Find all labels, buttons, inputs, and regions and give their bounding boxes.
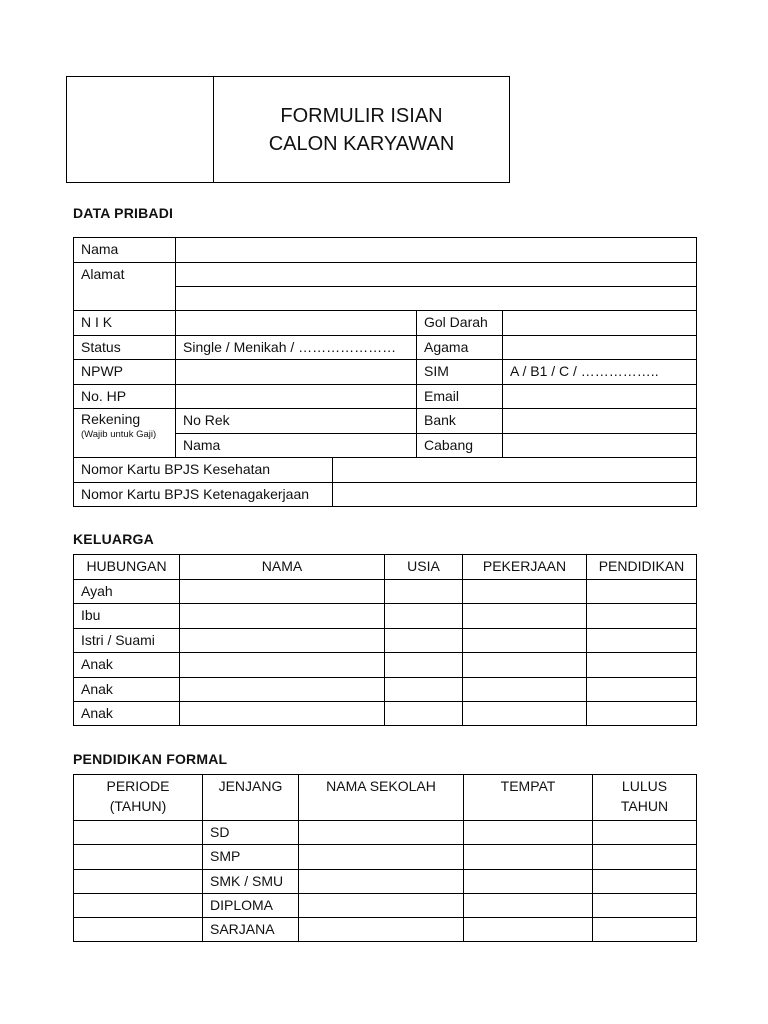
nama-cell[interactable] xyxy=(180,678,385,702)
tempat-cell[interactable] xyxy=(464,821,593,845)
bpjs-kesehatan-field[interactable] xyxy=(333,458,697,483)
periode-line1: PERIODE xyxy=(106,778,170,794)
table-row xyxy=(74,678,697,702)
tempat-cell[interactable] xyxy=(464,870,593,894)
nama-cell[interactable] xyxy=(180,702,385,726)
hubungan-cell: Anak xyxy=(74,678,180,702)
periode-cell[interactable] xyxy=(74,870,203,894)
status-field[interactable]: Single / Menikah / ………………… xyxy=(176,336,417,360)
pendidikan-cell[interactable] xyxy=(587,580,697,604)
label-npwp: NPWP xyxy=(74,360,176,385)
section-title-data-pribadi: DATA PRIBADI xyxy=(73,205,174,221)
col-header-tempat: TEMPAT xyxy=(464,775,593,821)
col-header-pekerjaan: PEKERJAAN xyxy=(463,555,587,580)
col-header-usia: USIA xyxy=(385,555,463,580)
table-row xyxy=(74,821,697,845)
label-status: Status xyxy=(74,336,176,360)
keluarga-table xyxy=(73,554,697,726)
label-nama: Nama xyxy=(74,238,176,263)
cabang-field[interactable] xyxy=(503,434,697,458)
table-row xyxy=(74,629,697,653)
nik-field[interactable] xyxy=(176,311,417,336)
table-row xyxy=(74,483,697,507)
label-cabang: Cabang xyxy=(417,434,503,458)
col-header-nama-sekolah: NAMA SEKOLAH xyxy=(299,775,464,821)
pendidikan-cell[interactable] xyxy=(587,629,697,653)
pendidikan-cell[interactable] xyxy=(587,678,697,702)
table-row xyxy=(74,580,697,604)
label-bpjs-ketenagakerjaan: Nomor Kartu BPJS Ketenagakerjaan xyxy=(74,483,333,507)
label-gol-darah: Gol Darah xyxy=(417,311,503,336)
table-row xyxy=(74,870,697,894)
nama-sekolah-cell[interactable] xyxy=(299,821,464,845)
jenjang-cell: SMP xyxy=(203,845,299,870)
nama-cell[interactable] xyxy=(180,580,385,604)
table-row xyxy=(74,604,697,629)
tempat-cell[interactable] xyxy=(464,894,593,918)
label-email: Email xyxy=(417,385,503,409)
periode-cell[interactable] xyxy=(74,894,203,918)
pekerjaan-cell[interactable] xyxy=(463,580,587,604)
logo-placeholder xyxy=(67,77,214,182)
table-row xyxy=(74,702,697,726)
rekening-label: Rekening xyxy=(81,411,141,427)
pekerjaan-cell[interactable] xyxy=(463,604,587,629)
table-row xyxy=(74,653,697,678)
table-header-row xyxy=(74,555,697,580)
table-row xyxy=(74,263,697,287)
label-bank: Bank xyxy=(417,409,503,434)
col-header-hubungan: HUBUNGAN xyxy=(74,555,180,580)
form-title-line2: CALON KARYAWAN xyxy=(268,132,455,155)
table-row xyxy=(74,311,697,336)
nama-cell[interactable] xyxy=(180,653,385,678)
jenjang-cell: SARJANA xyxy=(203,918,299,942)
hubungan-cell: Ibu xyxy=(74,604,180,629)
hubungan-cell: Anak xyxy=(74,653,180,678)
no-rek-field[interactable]: No Rek xyxy=(176,409,417,434)
table-header-row xyxy=(74,775,697,821)
periode-cell[interactable] xyxy=(74,845,203,870)
pendidikan-cell[interactable] xyxy=(587,653,697,678)
alamat-field-1[interactable] xyxy=(176,263,697,287)
email-field[interactable] xyxy=(503,385,697,409)
tempat-cell[interactable] xyxy=(464,845,593,870)
alamat-field-2[interactable] xyxy=(176,287,697,311)
lulus-tahun-cell[interactable] xyxy=(593,821,697,845)
table-row xyxy=(74,360,697,385)
hubungan-cell: Ayah xyxy=(74,580,180,604)
hubungan-cell: Istri / Suami xyxy=(74,629,180,653)
jenjang-cell: DIPLOMA xyxy=(203,894,299,918)
pendidikan-cell[interactable] xyxy=(587,702,697,726)
usia-cell[interactable] xyxy=(385,653,463,678)
nama-sekolah-cell[interactable] xyxy=(299,870,464,894)
periode-line2: (TAHUN) xyxy=(109,798,167,814)
col-header-pendidikan: PENDIDIKAN xyxy=(587,555,697,580)
pekerjaan-cell[interactable] xyxy=(463,702,587,726)
label-bpjs-kesehatan: Nomor Kartu BPJS Kesehatan xyxy=(74,458,333,483)
label-agama: Agama xyxy=(417,336,503,360)
table-row xyxy=(74,458,697,483)
usia-cell[interactable] xyxy=(385,580,463,604)
bpjs-ketenagakerjaan-field[interactable] xyxy=(333,483,697,507)
nama-sekolah-cell[interactable] xyxy=(299,918,464,942)
lulus-line1: LULUS xyxy=(621,778,668,794)
label-rekening xyxy=(74,409,176,458)
no-hp-field[interactable] xyxy=(176,385,417,409)
table-row xyxy=(74,409,697,434)
pendidikan-cell[interactable] xyxy=(587,604,697,629)
hubungan-cell: Anak xyxy=(74,702,180,726)
nama-cell[interactable] xyxy=(180,629,385,653)
nama-cell[interactable] xyxy=(180,604,385,629)
jenjang-cell: SMK / SMU xyxy=(203,870,299,894)
sim-field[interactable]: A / B1 / C / …………….. xyxy=(503,360,697,385)
rekening-note: (Wajib untuk Gaji) xyxy=(81,429,157,440)
table-row xyxy=(74,385,697,409)
label-no-hp: No. HP xyxy=(74,385,176,409)
data-pribadi-table xyxy=(73,237,697,507)
lulus-tahun-cell[interactable] xyxy=(593,918,697,942)
usia-cell[interactable] xyxy=(385,604,463,629)
jenjang-cell: SD xyxy=(203,821,299,845)
col-header-periode xyxy=(74,775,203,821)
section-title-keluarga: KELUARGA xyxy=(73,531,154,547)
nama-field[interactable] xyxy=(176,238,697,263)
table-row xyxy=(74,918,697,942)
label-alamat: Alamat xyxy=(74,263,176,311)
lulus-tahun-cell[interactable] xyxy=(593,870,697,894)
rek-nama-field[interactable]: Nama xyxy=(176,434,417,458)
periode-cell[interactable] xyxy=(74,918,203,942)
form-title-line1: FORMULIR ISIAN xyxy=(280,104,443,127)
col-header-lulus-tahun xyxy=(593,775,697,821)
nama-sekolah-cell[interactable] xyxy=(299,845,464,870)
gol-darah-field[interactable] xyxy=(503,311,697,336)
pekerjaan-cell[interactable] xyxy=(463,629,587,653)
pendidikan-table xyxy=(73,774,697,942)
pekerjaan-cell[interactable] xyxy=(463,653,587,678)
pekerjaan-cell[interactable] xyxy=(463,678,587,702)
section-title-pendidikan-formal: PENDIDIKAN FORMAL xyxy=(73,751,228,767)
table-row xyxy=(74,845,697,870)
usia-cell[interactable] xyxy=(385,702,463,726)
bank-field[interactable] xyxy=(503,409,697,434)
col-header-nama: NAMA xyxy=(180,555,385,580)
table-row xyxy=(74,894,697,918)
lulus-tahun-cell[interactable] xyxy=(593,894,697,918)
npwp-field[interactable] xyxy=(176,360,417,385)
tempat-cell[interactable] xyxy=(464,918,593,942)
periode-cell[interactable] xyxy=(74,821,203,845)
form-title xyxy=(214,77,509,182)
agama-field[interactable] xyxy=(503,336,697,360)
nama-sekolah-cell[interactable] xyxy=(299,894,464,918)
lulus-line2: TAHUN xyxy=(620,798,669,814)
label-nik: N I K xyxy=(74,311,176,336)
usia-cell[interactable] xyxy=(385,629,463,653)
form-header xyxy=(66,76,510,183)
lulus-tahun-cell[interactable] xyxy=(593,845,697,870)
label-sim: SIM xyxy=(417,360,503,385)
usia-cell[interactable] xyxy=(385,678,463,702)
table-row xyxy=(74,238,697,263)
table-row xyxy=(74,336,697,360)
col-header-jenjang: JENJANG xyxy=(203,775,299,821)
